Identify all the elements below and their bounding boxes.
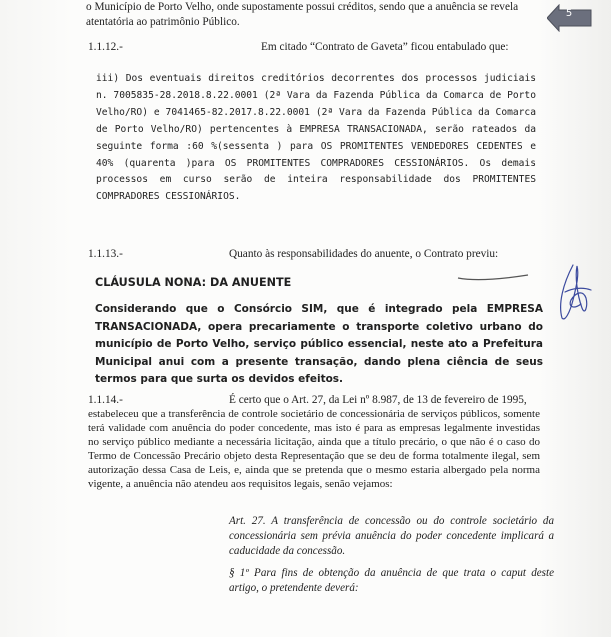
paragraph-top-line1: o Município de Porto Velho, onde supostamente possui créditos, sendo que a anuência se revela bbox=[86, 1, 519, 13]
section-number-1-1-14: 1.1.14.- bbox=[88, 394, 123, 406]
pen-underline-mark bbox=[456, 271, 530, 283]
section-text-1-1-12: Em citado “Contrato de Gaveta” ficou entabulado que: bbox=[261, 41, 509, 53]
section-body-1-1-14: estabeleceu que a transferência de controle societário de concessionária de serviços públicos, somente terá validade com anuência do poder concedente, mas isto é para as empresas legalmente investidas no serviço público mediante a necessária licitação, ainda que a título precário, o que não é o caso do Termo de Concessão Precário objeto desta Representação que se deu de forma totalmente ilegal, sem autorização dessa Casa de Leis, e, ainda que se pretenda que o mesmo estaria albergado pela norma vigente, a anuência não atendeu aos requisitos legais, senão vejamos: bbox=[88, 408, 540, 490]
clause-heading: CLÁUSULA NONA: DA ANUENTE bbox=[95, 276, 292, 289]
law-quote-art-27: Art. 27. A transferência de concessão ou do controle societário da concessionária sem prévia anuência do poder concedente implicará a caducidade da concessão. bbox=[229, 515, 554, 557]
contract-excerpt: iii) Dos eventuais direitos creditórios decorrentes dos processos judiciais n. 7005835-28.2018.8.22.0001 (2ª Vara da Fazenda Pública da Comarca de Porto Velho/RO) e 7041465-82.2017.8.22.0001 (2ª Vara da Fazenda Pública da Comarca de Porto Velho/RO) pertencentes à EMPRESA TRANSACIONADA, serão rateados da seguinte forma :60 %(sessenta ) para OS PROMITENTES VENDEDORES CEDENTES e 40% (quarenta )para OS PROMITENTES COMPRADORES CESSIONÁRIOS. Os demais processos em curso serão de inteira responsabilidade dos PROMITENTES COMPRADORES CESSIONÁRIOS. bbox=[96, 73, 536, 203]
law-quote-paragraph-1: § 1º Para fins de obtenção da anuência de que trata o caput deste artigo, o pretendente deverá: bbox=[229, 567, 554, 594]
page-number: 5 bbox=[565, 8, 573, 19]
section-number-1-1-12: 1.1.12.- bbox=[88, 41, 123, 53]
section-first-line-1-1-14: É certo que o Art. 27, da Lei nº 8.987, de 13 de fevereiro de 1995, bbox=[229, 394, 527, 406]
page-number-badge[interactable] bbox=[547, 4, 593, 32]
section-text-1-1-13: Quanto às responsabilidades do anuente, o Contrato previu: bbox=[229, 248, 499, 260]
clause-text: Considerando que o Consórcio SIM, que é integrado pela EMPRESA TRANSACIONADA, opera precariamente o transporte coletivo urbano do município de Porto Velho, serviço público essencial, neste ato a Prefeitura Municipal anui com a presente transação, dando plena ciência de seus termos para que surta os devidos efeitos. bbox=[95, 303, 543, 386]
handwritten-signature bbox=[555, 262, 595, 324]
section-number-1-1-13: 1.1.13.- bbox=[88, 248, 123, 260]
paragraph-top-line2: atentatória ao patrimônio Público. bbox=[86, 16, 240, 28]
